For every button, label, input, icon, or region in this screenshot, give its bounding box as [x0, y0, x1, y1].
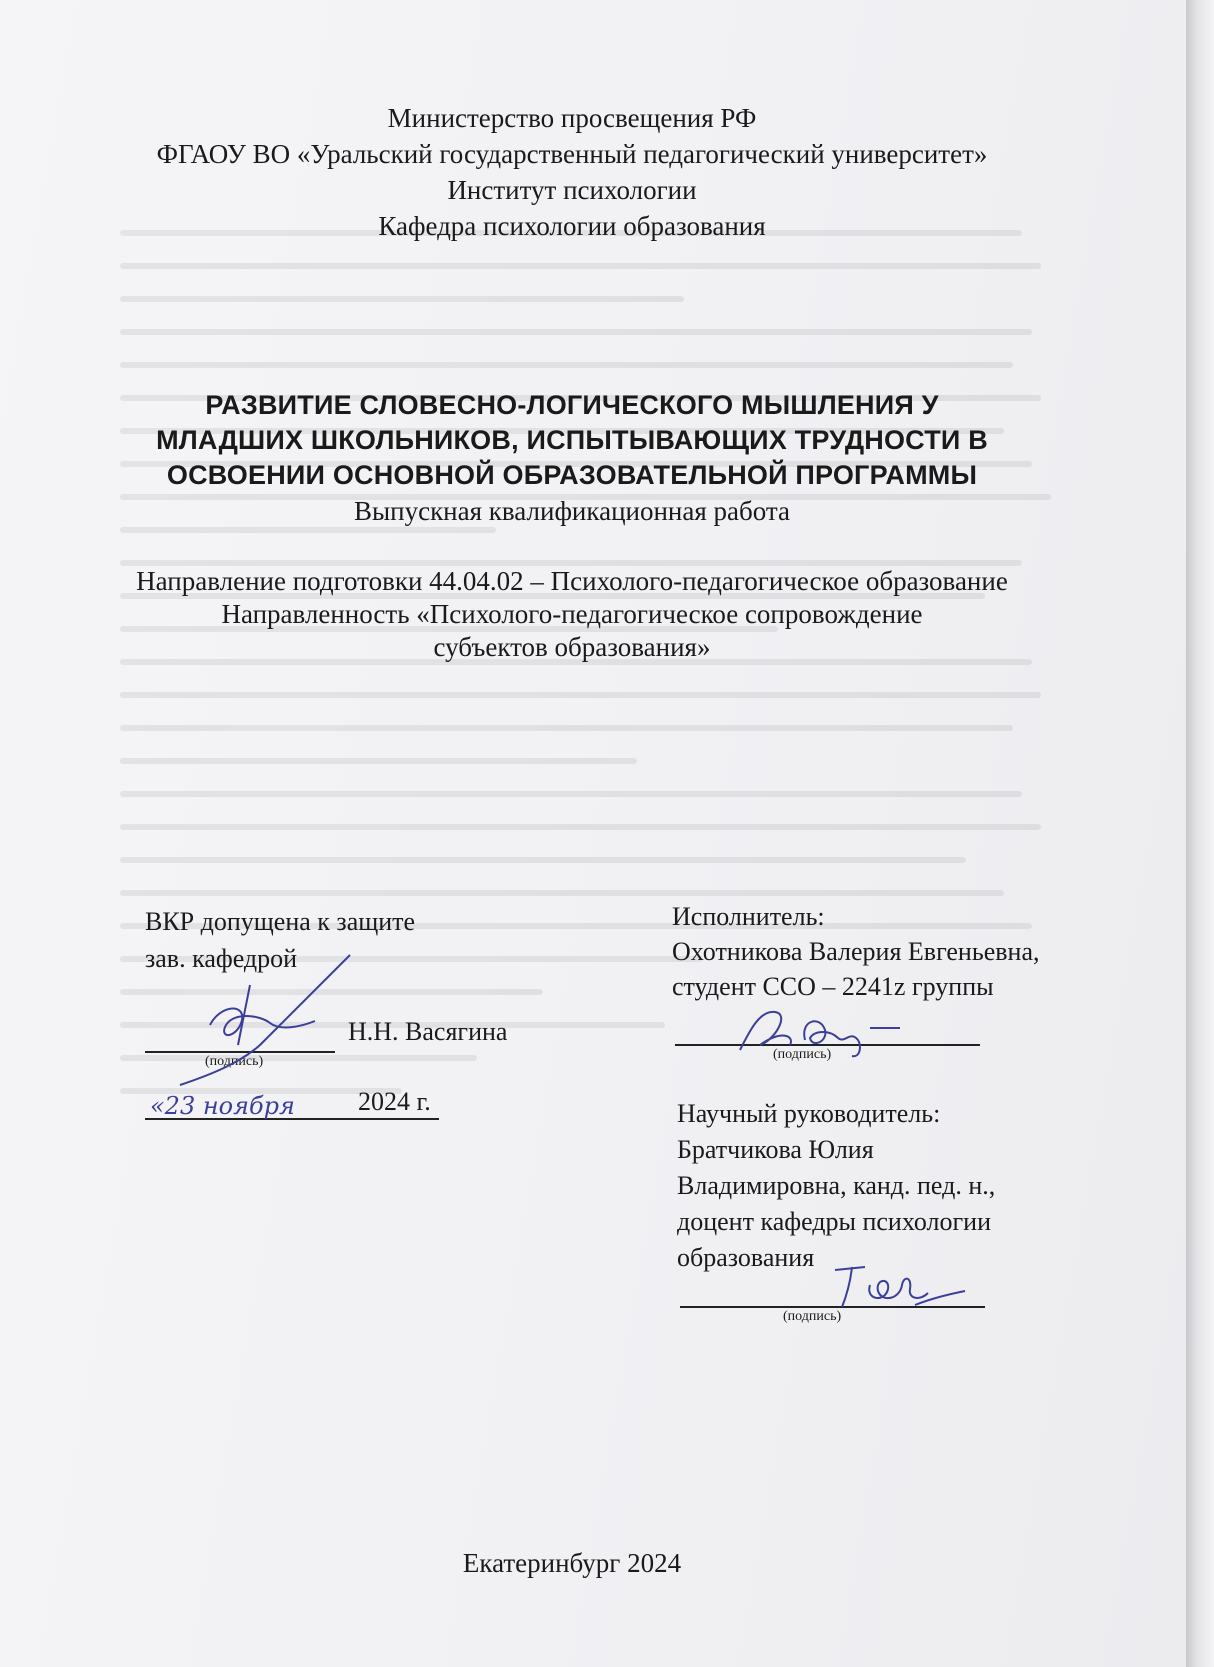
direction-line-3: субъектов образования»	[433, 632, 711, 662]
direction-line-1: Направление подготовки 44.04.02 – Психолого-педагогическое образование	[136, 566, 1008, 596]
supervisor-line-3: доцент кафедры психологии	[677, 1207, 991, 1236]
department-name: Кафедра психологии образования	[378, 211, 766, 241]
executor-signature-caption: (подпись)	[773, 1047, 832, 1062]
institute-name: Институт психологии	[447, 175, 697, 205]
title-line-1: РАЗВИТИЕ СЛОВЕСНО-ЛОГИЧЕСКОГО МЫШЛЕНИЯ У	[205, 390, 939, 420]
city-year: Екатеринбург 2024	[462, 1548, 682, 1578]
work-type: Выпускная квалификационная работа	[353, 496, 791, 526]
thesis-title	[0, 388, 1144, 529]
supervisor-line-2: Владимировна, канд. пед. н.,	[677, 1171, 996, 1200]
head-signature	[150, 945, 390, 1095]
executor-signature	[720, 1000, 920, 1060]
supervisor-signature-caption: (подпись)	[783, 1309, 842, 1324]
ministry-name: Министерство просвещения РФ	[387, 103, 757, 133]
university-name: ФГАОУ ВО «Уральский государственный педагогический университет»	[156, 139, 988, 169]
admission-line-2: зав. кафедрой	[145, 944, 298, 973]
executor-group: студент ССО – 2241z группы	[672, 972, 994, 1001]
study-direction	[0, 565, 1144, 664]
executor-name: Охотникова Валерия Евгеньевна,	[672, 937, 1040, 966]
head-signature-caption: (подпись)	[205, 1054, 264, 1069]
executor-label: Исполнитель:	[672, 902, 825, 931]
date-year: 2024 г.	[358, 1087, 431, 1116]
institution-header	[0, 100, 1144, 244]
title-line-2: МЛАДШИХ ШКОЛЬНИКОВ, ИСПЫТЫВАЮЩИХ ТРУДНОСТИ В	[156, 425, 988, 455]
supervisor-label: Научный руководитель:	[677, 1099, 941, 1128]
supervisor-line-1: Братчикова Юлия	[677, 1135, 874, 1164]
title-line-3: ОСВОЕНИИ ОСНОВНОЙ ОБРАЗОВАТЕЛЬНОЙ ПРОГРАММЫ	[166, 460, 978, 490]
head-name: Н.Н. Васягина	[348, 1017, 508, 1046]
date-handwritten: «23 ноября	[150, 1092, 295, 1120]
admission-line-1: ВКР допущена к защите	[145, 907, 416, 936]
supervisor-signature	[820, 1255, 970, 1315]
page-edge-shadow	[1186, 0, 1214, 1667]
supervisor-line-4: образования	[677, 1243, 815, 1272]
direction-line-2: Направленность «Психолого-педагогическое сопровождение	[221, 599, 923, 629]
